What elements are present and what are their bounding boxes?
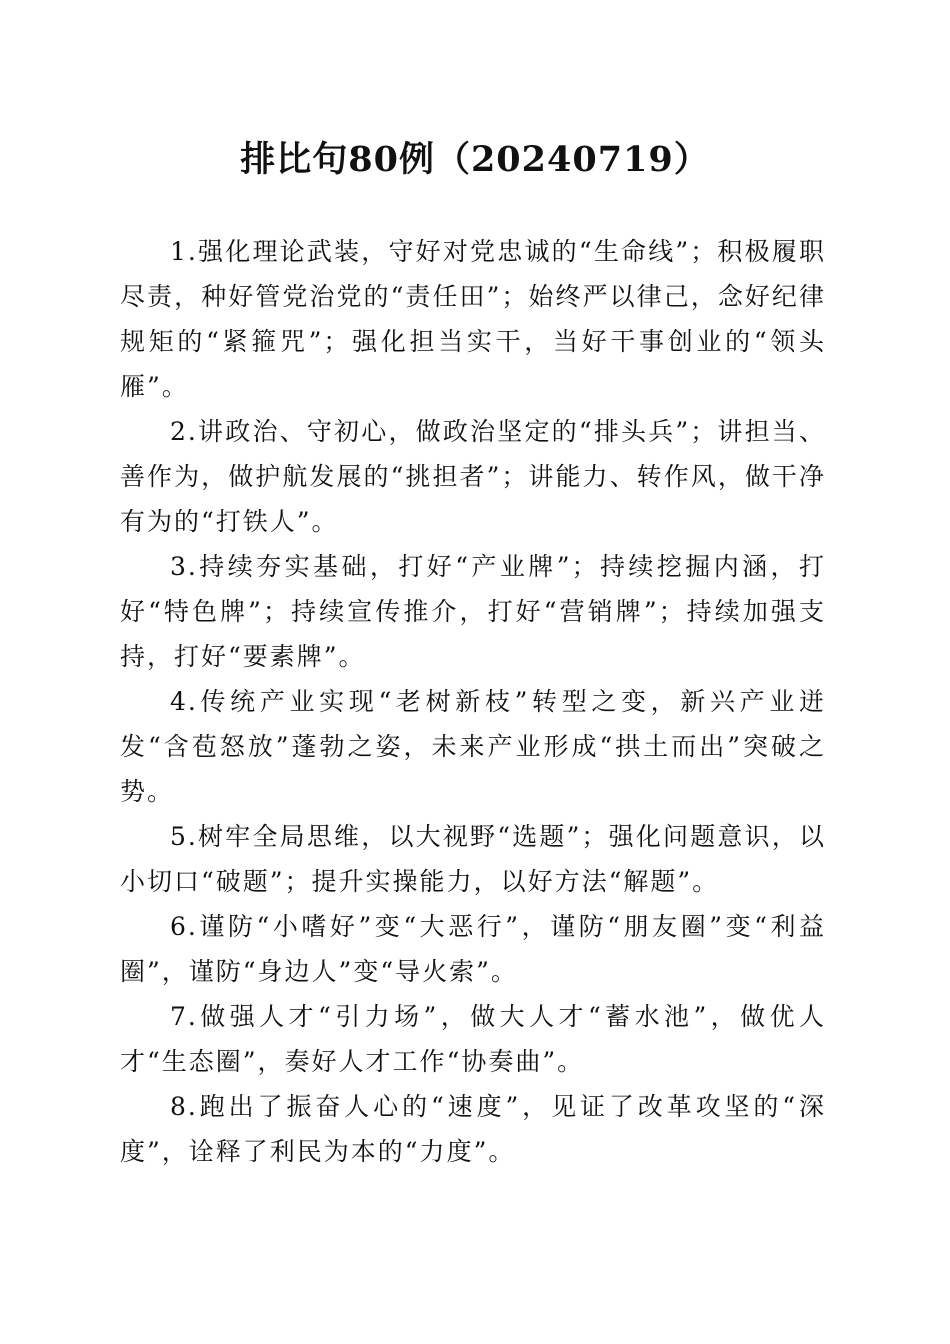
paragraph-4: 4.传统产业实现“老树新枝”转型之变，新兴产业迸发“含苞怒放”蓬勃之姿，未来产业形成“拱土而出”突破之势。	[120, 687, 826, 806]
paragraph-5: 5.树牢全局思维，以大视野“选题”；强化问题意识，以小切口“破题”；提升实操能力，以好方法“解题”。	[120, 822, 826, 896]
paragraph-1: 1.强化理论武装，守好对党忠诚的“生命线”；积极履职尽责，种好管党治党的“责任田”；始终严以律己，念好纪律规矩的“紧箍咒”；强化担当实干，当好干事创业的“领头雁”。	[120, 237, 826, 401]
paragraph-2: 2.讲政治、守初心，做政治坚定的“排头兵”；讲担当、善作为，做护航发展的“挑担者”；讲能力、转作风，做干净有为的“打铁人”。	[120, 417, 826, 536]
document-title: 排比句80例（20240719）	[240, 139, 710, 180]
paragraph-8: 8.跑出了振奋人心的“速度”，见证了改革攻坚的“深度”，诠释了利民为本的“力度”。	[120, 1092, 826, 1166]
paragraph-7: 7.做强人才“引力场”，做大人才“蓄水池”，做优人才“生态圈”，奏好人才工作“协奏曲”。	[120, 1002, 826, 1076]
paragraph-3: 3.持续夯实基础，打好“产业牌”；持续挖掘内涵，打好“特色牌”；持续宣传推介，打好“营销牌”；持续加强支持，打好“要素牌”。	[120, 552, 826, 671]
paragraph-6: 6.谨防“小嗜好”变“大恶行”，谨防“朋友圈”变“利益圈”，谨防“身边人”变“导火索”。	[120, 912, 826, 986]
document-body	[120, 229, 826, 1174]
